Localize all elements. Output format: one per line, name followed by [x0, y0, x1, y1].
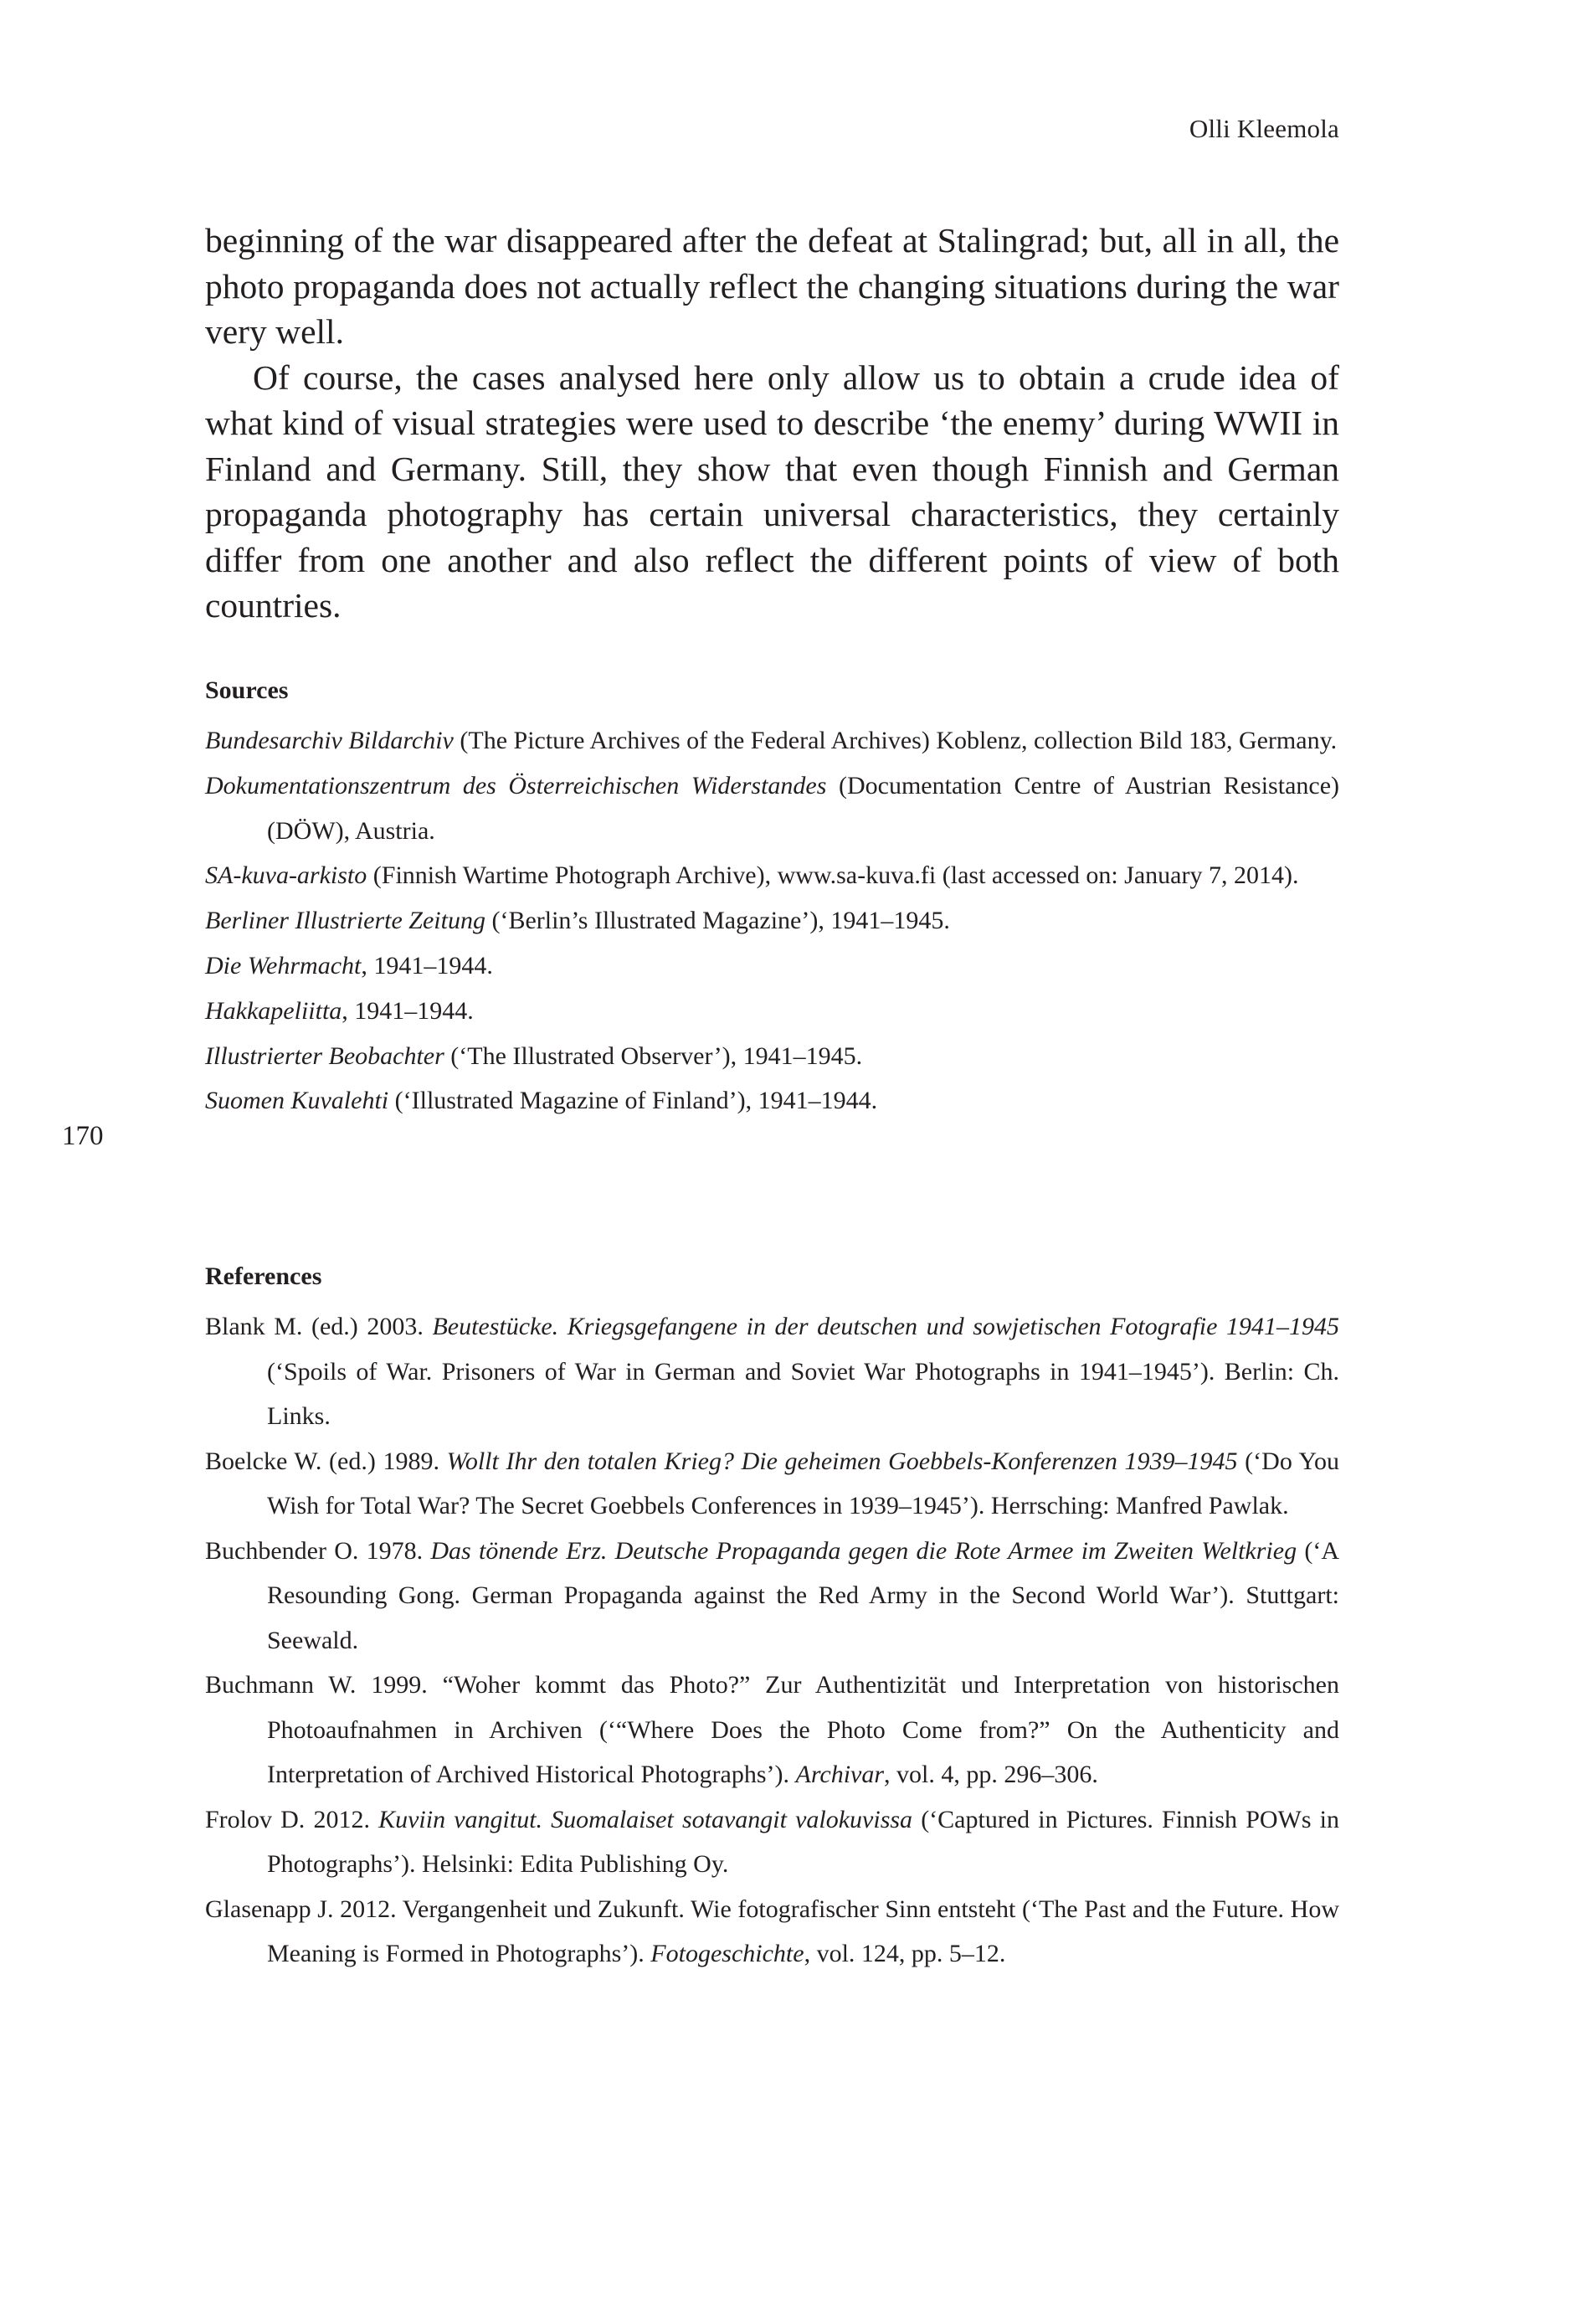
- reference-entry: [205, 1529, 1339, 1663]
- reference-details: (‘Captured in Pictures. Finnish POWs in Photographs’). Helsinki: Edita Publishing Oy.: [267, 1805, 1339, 1878]
- reference-entry: [205, 1797, 1339, 1887]
- reference-entry: [205, 1304, 1339, 1439]
- sources-list: [205, 718, 1339, 1123]
- source-description: (‘Illustrated Magazine of Finland’), 1941–1944.: [388, 1087, 878, 1115]
- reference-details: Buchmann W. 1999. “Woher kommt das Photo?” Zur Authentizität und Interpretation von historischen Photoaufnahmen in Archiven (‘“Where Does the Photo Come from?” On the Authenticity and Interpretation of Archived Historical Photographs’).: [205, 1671, 1339, 1788]
- reference-details: (‘A Resounding Gong. German Propaganda against the Red Army in the Second World War’). Stuttgart: Seewald.: [267, 1536, 1339, 1654]
- reference-entry: [205, 1663, 1339, 1797]
- reference-pages: , vol. 124, pp. 5–12.: [804, 1940, 1006, 1967]
- reference-details: (‘Spoils of War. Prisoners of War in German and Soviet War Photographs in 1941–1945’). Berlin: Ch. Links.: [267, 1357, 1339, 1430]
- reference-journal: Archivar: [795, 1761, 885, 1788]
- source-title: Illustrierter Beobachter: [205, 1041, 444, 1070]
- source-entry: [205, 989, 1339, 1034]
- source-description: (The Picture Archives of the Federal Archives) Koblenz, collection Bild 183, Germany.: [453, 727, 1338, 754]
- sources-section: [205, 676, 1339, 1123]
- body-paragraph-2: Of course, the cases analysed here only allow us to obtain a crude idea of what kind of visual strategies were used to describe ‘the enemy’ during WWII in Finland and Germany. Still, they show that even though Finnish and German propaganda photography has certain universal characteristics, they certainly differ from one another and also reflect the different points of view of both countries.: [205, 357, 1339, 625]
- source-description: , 1941–1944.: [361, 951, 493, 979]
- body-paragraph-1: beginning of the war disappeared after the defeat at Stalingrad; but, all in all, the photo propaganda does not actually reflect the changing situations during the war very well.: [205, 221, 1339, 351]
- reference-details: (‘Do You Wish for Total War? The Secret Goebbels Conferences in 1939–1945’). Herrsching: Manfred Pawlak.: [267, 1447, 1340, 1519]
- body-text: [205, 218, 1339, 629]
- reference-author: Blank M. (ed.) 2003.: [205, 1313, 433, 1340]
- reference-details: Glasenapp J. 2012. Vergangenheit und Zukunft. Wie fotografischer Sinn entsteht (‘The Past and the Future. How Meaning is Formed in Photographs’).: [205, 1895, 1339, 1967]
- source-description: (Finnish Wartime Photograph Archive), www.sa-kuva.fi (last accessed on: January 7, 2014).: [367, 861, 1299, 890]
- source-entry: [205, 1034, 1339, 1079]
- source-title: Die Wehrmacht: [205, 951, 362, 979]
- source-description: (Documentation Centre of Austrian Resistance) (DÖW), Austria.: [267, 771, 1340, 845]
- source-title: Dokumentationszentrum des Österreichischen Widerstandes: [205, 771, 827, 800]
- source-entry: [205, 898, 1339, 943]
- reference-entry: [205, 1439, 1339, 1529]
- reference-entry: [205, 1887, 1339, 1977]
- source-description: (‘The Illustrated Observer’), 1941–1945.: [444, 1041, 863, 1070]
- reference-author: Frolov D. 2012.: [205, 1805, 379, 1833]
- sources-heading: Sources: [205, 676, 289, 704]
- source-title: Berliner Illustrierte Zeitung: [205, 907, 485, 935]
- page-number: 170: [62, 1121, 104, 1151]
- reference-author: Boelcke W. (ed.) 1989.: [205, 1447, 447, 1475]
- source-title: Bundesarchiv Bildarchiv: [205, 727, 454, 754]
- reference-title: Wollt Ihr den totalen Krieg? Die geheimen Goebbels-Konferenzen 1939–1945: [446, 1447, 1238, 1475]
- source-description: (‘Berlin’s Illustrated Magazine’), 1941–1945.: [485, 907, 950, 935]
- source-title: Hakkapeliitta: [205, 996, 342, 1025]
- running-head: Olli Kleemola: [1189, 114, 1339, 143]
- source-entry: [205, 1078, 1339, 1123]
- source-entry: [205, 764, 1339, 854]
- references-heading: References: [205, 1262, 322, 1290]
- source-title: Suomen Kuvalehti: [205, 1087, 389, 1115]
- reference-title: Beutestücke. Kriegsgefangene in der deutschen und sowjetischen Fotografie 1941–1945: [432, 1313, 1339, 1340]
- source-title: SA-kuva-arkisto: [205, 861, 367, 890]
- source-entry: [205, 853, 1339, 898]
- reference-title: Das tönende Erz. Deutsche Propaganda gegen die Rote Armee im Zweiten Weltkrieg: [430, 1536, 1297, 1565]
- references-list: [205, 1304, 1339, 1977]
- reference-pages: , vol. 4, pp. 296–306.: [884, 1761, 1098, 1788]
- reference-title: Kuviin vangitut. Suomalaiset sotavangit valokuvissa: [378, 1805, 913, 1833]
- reference-journal: Fotogeschichte: [650, 1940, 804, 1967]
- references-section: [205, 1262, 1339, 1977]
- reference-author: Buchbender O. 1978.: [205, 1536, 431, 1565]
- source-entry: [205, 718, 1339, 764]
- source-description: , 1941–1944.: [342, 996, 474, 1025]
- source-entry: [205, 943, 1339, 989]
